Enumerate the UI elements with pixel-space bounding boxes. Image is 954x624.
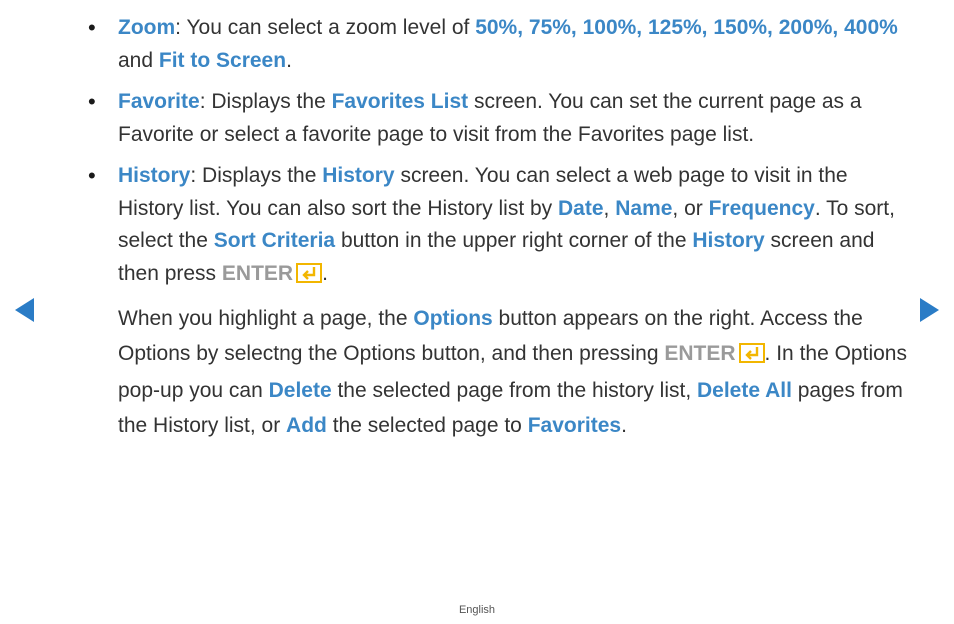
options-text-6: the selected page to bbox=[326, 414, 528, 438]
favorite-keyword: Favorite bbox=[118, 90, 200, 113]
options-text-2: button appears on the right. Access the Options by selectng the Options button, and then pressing bbox=[118, 307, 863, 365]
bullet-point: • bbox=[88, 163, 96, 188]
delete-all-keyword: Delete All bbox=[697, 379, 792, 403]
history-text-2: screen. You can select a web page to visit in the History list. You can also sort the History list by bbox=[118, 164, 848, 220]
options-text-1: When you highlight a page, the bbox=[118, 307, 414, 330]
manual-content bbox=[88, 12, 908, 444]
history-corner-keyword: History bbox=[692, 229, 765, 252]
enter-return-icon bbox=[296, 261, 322, 294]
add-keyword: Add bbox=[286, 414, 327, 438]
options-text-4: the selected page from the history list, bbox=[331, 379, 697, 403]
history-text-8: . bbox=[322, 261, 328, 285]
delete-keyword: Delete bbox=[268, 379, 332, 403]
favorites-keyword: Favorites bbox=[527, 414, 622, 438]
options-text-3: . In the Options pop-up you can bbox=[118, 341, 907, 403]
fit-to-screen-keyword: Fit to Screen bbox=[158, 48, 287, 72]
zoom-text-2: and bbox=[118, 48, 159, 72]
date-keyword: Date bbox=[558, 196, 604, 220]
options-paragraph bbox=[118, 302, 908, 444]
favorites-list-keyword: Favorites List bbox=[331, 90, 469, 113]
bullet-zoom bbox=[88, 12, 908, 77]
enter-return-icon bbox=[739, 340, 765, 375]
favorite-text-1: : Displays the bbox=[199, 90, 332, 113]
favorite-text-2: screen. You can set the current page as a Favorite or select a favorite page to visit from the Favorites page list. bbox=[118, 90, 862, 146]
history-screen-keyword: History bbox=[322, 164, 395, 187]
name-keyword: Name bbox=[615, 196, 673, 220]
options-text-7: . bbox=[621, 414, 627, 438]
history-text-6: button in the upper right corner of the bbox=[335, 229, 693, 252]
zoom-levels: 50%, 75%, 100%, 125%, 150%, 200%, 400% bbox=[475, 16, 898, 39]
footer-language: English bbox=[458, 604, 496, 616]
history-text-1: : Displays the bbox=[190, 164, 323, 187]
history-text-7: screen and then press bbox=[118, 229, 875, 285]
enter-keyword: ENTER bbox=[664, 341, 736, 365]
history-text-3: , bbox=[603, 196, 616, 220]
bullet-zoom-text bbox=[118, 12, 908, 77]
bullet-favorite-text bbox=[118, 86, 908, 151]
enter-keyword: ENTER bbox=[221, 261, 294, 285]
options-text-5: pages from the History list, or bbox=[118, 379, 903, 438]
sort-criteria-keyword: Sort Criteria bbox=[213, 229, 336, 252]
history-text-4: , or bbox=[672, 196, 709, 220]
zoom-text-1: : You can select a zoom level of bbox=[175, 16, 476, 39]
bullet-point: • bbox=[88, 15, 96, 40]
bullet-history bbox=[88, 160, 908, 293]
frequency-keyword: Frequency bbox=[708, 196, 815, 220]
previous-page-arrow-icon[interactable] bbox=[15, 298, 34, 322]
bullet-history-text bbox=[118, 160, 908, 293]
next-page-arrow-icon[interactable] bbox=[920, 298, 939, 322]
bullet-point: • bbox=[88, 89, 96, 114]
zoom-keyword: Zoom bbox=[118, 16, 176, 39]
zoom-text-3: . bbox=[286, 48, 292, 72]
bullet-favorite bbox=[88, 86, 908, 151]
options-keyword: Options bbox=[413, 307, 493, 330]
history-text-5: . To sort, select the bbox=[118, 196, 895, 252]
history-keyword: History bbox=[118, 164, 191, 187]
